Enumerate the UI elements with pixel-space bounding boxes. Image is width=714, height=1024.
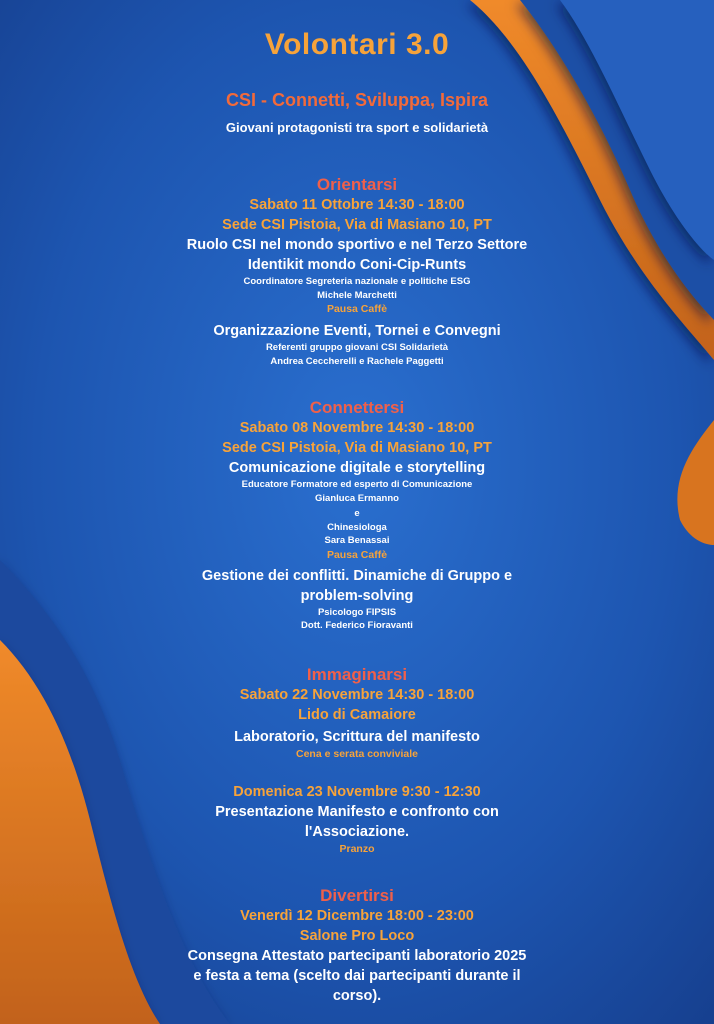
topic: corso). — [332, 988, 382, 1004]
section-date: Sabato 22 Novembre 14:30 - 18:00 — [239, 687, 475, 703]
topic: Laboratorio, Scrittura del manifesto — [234, 729, 480, 745]
section-orientarsi — [0, 174, 714, 368]
speaker-role: Chinesiologa — [327, 521, 387, 533]
speaker-role: Coordinatore Segreteria nazionale e politiche ESG — [243, 276, 471, 287]
section-place: Sede CSI Pistoia, Via di Masiano 10, PT — [222, 440, 492, 456]
page-tagline: Giovani protagonisti tra sport e solidarietà — [225, 120, 489, 135]
section-title: Immaginarsi — [306, 665, 408, 684]
topic: Comunicazione digitale e storytelling — [228, 460, 486, 476]
speaker-name: Michele Marchetti — [317, 289, 397, 301]
section-place: Sede CSI Pistoia, Via di Masiano 10, PT — [222, 217, 492, 233]
speaker-name: Sara Benassai — [324, 535, 390, 546]
section-place: Salone Pro Loco — [299, 928, 415, 944]
topic: Presentazione Manifesto e confronto con — [215, 804, 499, 820]
page-title: Volontari 3.0 — [264, 28, 450, 61]
note-label: Cena e serata conviviale — [296, 748, 418, 760]
note-label: Pranzo — [339, 843, 375, 855]
section-date: Domenica 23 Novembre 9:30 - 12:30 — [233, 784, 481, 800]
section-title: Connettersi — [309, 398, 405, 417]
topic: problem-solving — [300, 587, 414, 604]
section-date: Sabato 08 Novembre 14:30 - 18:00 — [239, 420, 475, 436]
section-title: Orientarsi — [316, 175, 398, 194]
topic: e festa a tema (scelto dai partecipanti durante il — [193, 968, 521, 984]
speaker-name: Andrea Ceccherelli e Rachele Paggetti — [270, 355, 444, 367]
speaker-role: Referenti gruppo giovani CSI Solidarietà — [265, 342, 449, 353]
speaker-name: Dott. Federico Fioravanti — [301, 620, 413, 631]
speaker-role: Educatore Formatore ed esperto di Comunicazione — [241, 479, 473, 490]
section-date: Venerdì 12 Dicembre 18:00 - 23:00 — [240, 908, 474, 924]
topic: Gestione dei conflitti. Dinamiche di Gruppo e — [201, 567, 513, 584]
speaker-name: Gianluca Ermanno — [315, 492, 399, 504]
topic: l'Associazione. — [304, 824, 410, 840]
section-date: Sabato 11 Ottobre 14:30 - 18:00 — [249, 197, 465, 213]
section-connettersi — [0, 397, 714, 633]
section-divertirsi — [0, 885, 714, 1006]
section-immaginarsi — [0, 664, 714, 857]
section-place: Lido di Camaiore — [298, 707, 416, 723]
section-title: Divertirsi — [320, 886, 394, 905]
break-label: Pausa Caffè — [326, 303, 388, 315]
page-subtitle: CSI - Connetti, Sviluppa, Ispira — [225, 90, 489, 110]
topic: Consegna Attestato partecipanti laboratorio 2025 — [187, 948, 527, 964]
topic: Identikit mondo Coni-Cip-Runts — [247, 257, 467, 273]
conjunction: e — [354, 508, 360, 519]
speaker-role: Psicologo FIPSIS — [317, 606, 397, 618]
break-label: Pausa Caffè — [326, 548, 388, 561]
topic: Ruolo CSI nel mondo sportivo e nel Terzo Settore — [186, 237, 528, 253]
topic: Organizzazione Eventi, Tornei e Convegni — [213, 323, 501, 339]
